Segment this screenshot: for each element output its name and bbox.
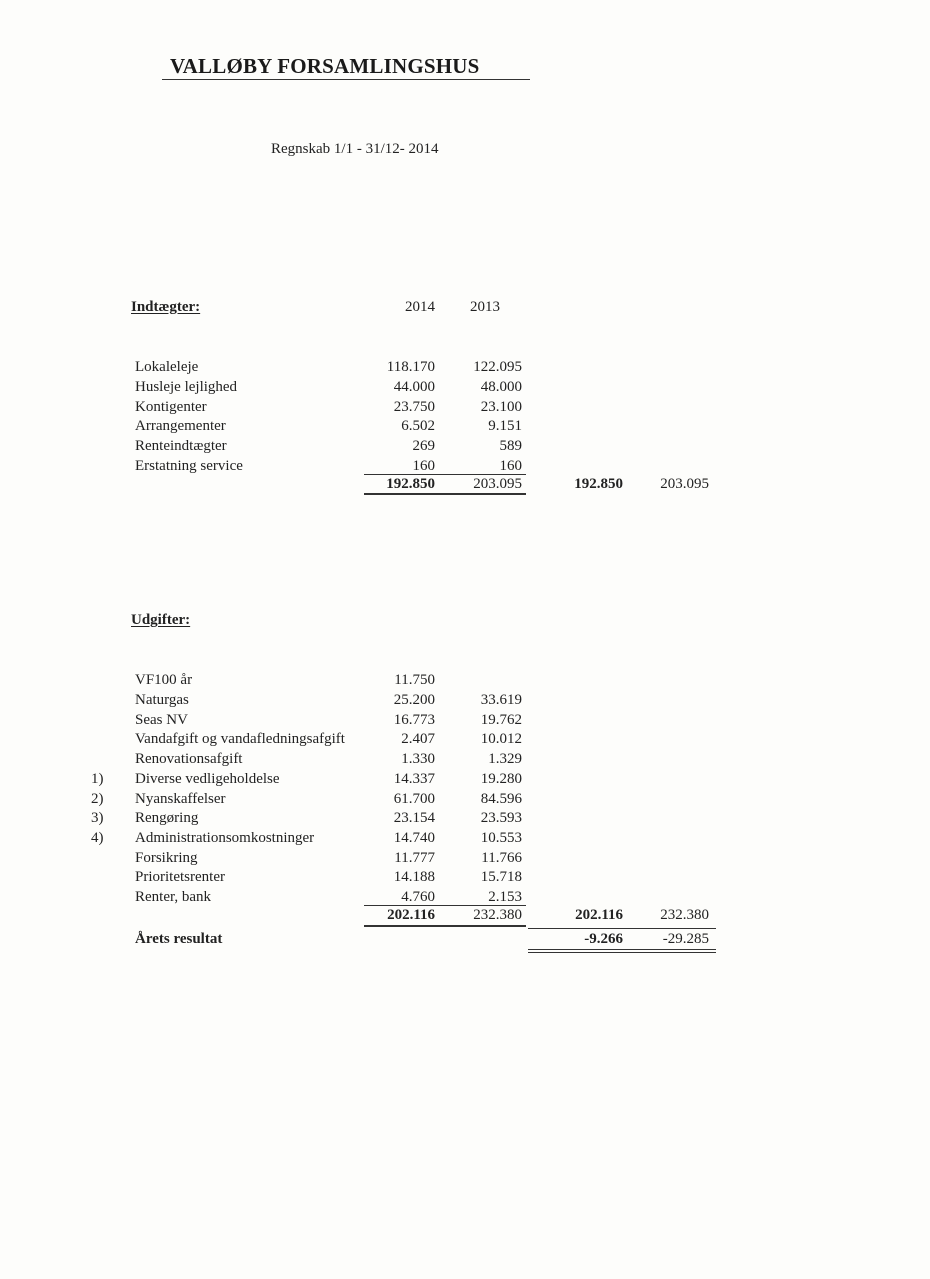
expense-row	[0, 690, 930, 710]
row-label: VF100 år	[135, 672, 193, 688]
value-2014: 14.740	[393, 830, 435, 846]
value-2013: 2.153	[488, 889, 522, 905]
value-2014: 16.773	[393, 712, 435, 728]
value-2013: 589	[499, 438, 522, 454]
year-2013-header: 2013	[470, 299, 500, 315]
result-double-rule-1	[528, 949, 716, 950]
income-row	[0, 357, 930, 377]
row-label: Diverse vedligeholdelse	[135, 771, 280, 787]
expenses-total-2013: 232.380	[473, 907, 522, 923]
document-subtitle: Regnskab 1/1 - 31/12- 2014	[271, 141, 439, 157]
income-summary-2013: 203.095	[660, 476, 709, 492]
note-ref: 4)	[91, 830, 104, 846]
value-2013: 23.593	[480, 810, 522, 826]
income-row	[0, 456, 930, 476]
value-2013: 48.000	[480, 379, 522, 395]
note-ref: 3)	[91, 810, 104, 826]
value-2013: 122.095	[473, 359, 522, 375]
row-label: Husleje lejlighed	[135, 379, 238, 395]
row-label: Seas NV	[135, 712, 188, 728]
row-label: Administrationsomkostninger	[135, 830, 315, 846]
row-label: Naturgas	[135, 692, 189, 708]
expense-row	[0, 789, 930, 809]
expenses-total-2014: 202.116	[387, 907, 435, 923]
row-label: Renteindtægter	[135, 438, 227, 454]
income-row	[0, 436, 930, 456]
result-2013: -29.285	[662, 931, 709, 947]
result-2014: -9.266	[584, 931, 623, 947]
value-2014: 4.760	[401, 889, 435, 905]
document-title: VALLØBY FORSAMLINGSHUS	[170, 54, 480, 78]
row-label: Renovationsafgift	[135, 751, 243, 767]
row-label: Prioritetsrenter	[135, 869, 225, 885]
value-2014: 6.502	[401, 418, 435, 434]
income-total-row	[0, 474, 930, 494]
note-ref: 1)	[91, 771, 104, 787]
expenses-summary-2014: 202.116	[575, 907, 623, 923]
value-2013: 10.553	[480, 830, 522, 846]
row-label: Forsikring	[135, 850, 198, 866]
row-label: Renter, bank	[135, 889, 212, 905]
value-2014: 1.330	[401, 751, 435, 767]
expense-row	[0, 828, 930, 848]
row-label: Kontigenter	[135, 399, 207, 415]
row-label: Nyanskaffelser	[135, 791, 226, 807]
value-2013: 19.762	[480, 712, 522, 728]
expense-row	[0, 867, 930, 887]
expense-row	[0, 848, 930, 868]
expense-row	[0, 749, 930, 769]
value-2013: 10.012	[480, 731, 522, 747]
total-rule	[364, 493, 526, 495]
value-2013: 11.766	[481, 850, 522, 866]
value-2013: 1.329	[488, 751, 522, 767]
value-2014: 61.700	[393, 791, 435, 807]
result-row	[0, 929, 930, 949]
value-2013: 15.718	[480, 869, 522, 885]
expense-row	[0, 670, 930, 690]
expenses-heading: Udgifter:	[131, 612, 191, 628]
value-2013: 33.619	[480, 692, 522, 708]
year-header-row	[0, 297, 930, 317]
title-underline	[162, 79, 530, 80]
expense-row	[0, 710, 930, 730]
row-label: Arrangementer	[135, 418, 226, 434]
value-2014: 14.337	[393, 771, 435, 787]
value-2013: 19.280	[480, 771, 522, 787]
expense-row	[0, 887, 930, 907]
value-2014: 44.000	[393, 379, 435, 395]
value-2014: 11.750	[394, 672, 435, 688]
row-label: Erstatning service	[135, 458, 243, 474]
row-label: Vandafgift og vandafledningsafgift	[135, 731, 345, 747]
note-ref: 2)	[91, 791, 104, 807]
income-summary-2014: 192.850	[574, 476, 623, 492]
value-2014: 2.407	[401, 731, 435, 747]
expense-row	[0, 729, 930, 749]
value-2014: 25.200	[393, 692, 435, 708]
total-rule	[364, 925, 526, 927]
expense-row	[0, 808, 930, 828]
value-2013: 160	[499, 458, 522, 474]
income-row	[0, 416, 930, 436]
income-row	[0, 397, 930, 417]
income-row	[0, 377, 930, 397]
value-2014: 11.777	[394, 850, 435, 866]
expenses-summary-2013: 232.380	[660, 907, 709, 923]
year-2014-header: 2014	[405, 299, 435, 315]
value-2013: 9.151	[488, 418, 522, 434]
value-2013: 23.100	[480, 399, 522, 415]
value-2014: 269	[412, 438, 435, 454]
expense-row	[0, 769, 930, 789]
income-heading: Indtægter:	[131, 299, 201, 315]
value-2014: 23.154	[393, 810, 435, 826]
value-2014: 160	[412, 458, 435, 474]
value-2014: 23.750	[393, 399, 435, 415]
income-total-2014: 192.850	[386, 476, 435, 492]
expenses-total-row	[0, 905, 930, 925]
value-2014: 14.188	[393, 869, 435, 885]
row-label: Rengøring	[135, 810, 199, 826]
result-label: Årets resultat	[135, 931, 223, 947]
row-label: Lokaleleje	[135, 359, 199, 375]
value-2013: 84.596	[480, 791, 522, 807]
value-2014: 118.170	[386, 359, 435, 375]
result-double-rule-2	[528, 952, 716, 953]
income-total-2013: 203.095	[473, 476, 522, 492]
